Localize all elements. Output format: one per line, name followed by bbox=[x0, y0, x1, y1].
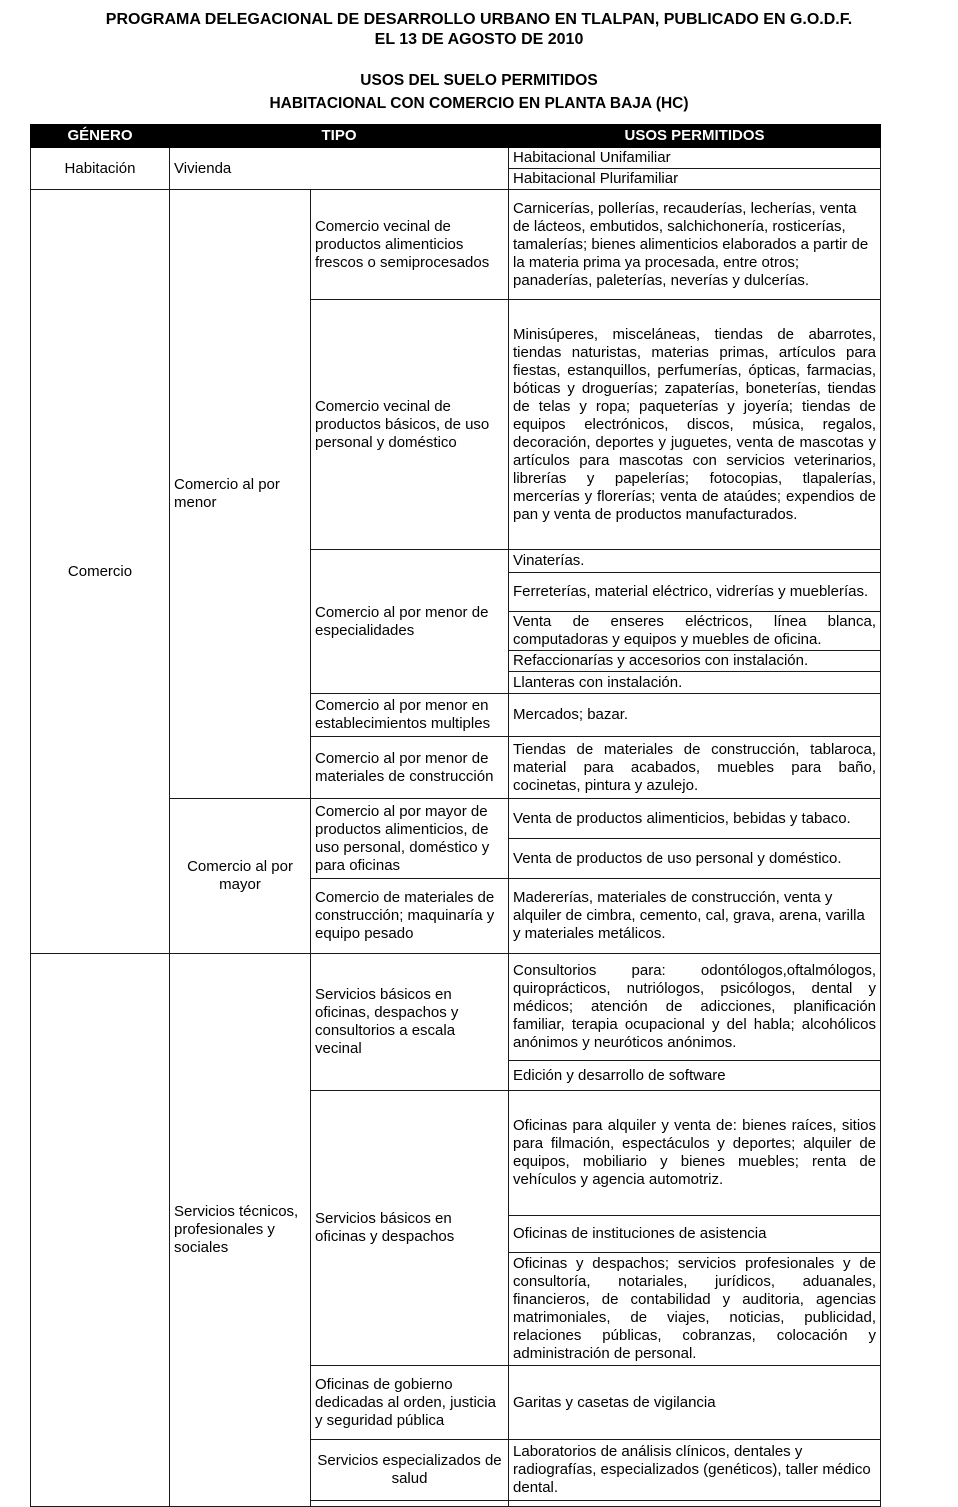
table-row bbox=[31, 954, 881, 1061]
table-header-row bbox=[31, 125, 881, 148]
cell-uso-refaccionarias: Refaccionarías y accesorios con instalación. bbox=[509, 651, 881, 672]
cell-genero-servicios bbox=[31, 954, 170, 1507]
cell-uso-edicion-software: Edición y desarrollo de software bbox=[509, 1061, 881, 1091]
cell-uso-ferreterias: Ferreterías, material eléctrico, vidrerías y mueblerías. bbox=[509, 573, 881, 612]
document-title-line1: PROGRAMA DELEGACIONAL DE DESARROLLO URBANO EN TLALPAN, PUBLICADO EN G.O.D.F. bbox=[105, 11, 853, 28]
cell-uso-venta-alimenticios-bebidas: Venta de productos alimenticios, bebidas y tabaco. bbox=[509, 799, 881, 839]
cell-uso-partial bbox=[509, 1501, 881, 1507]
table-row bbox=[31, 190, 881, 300]
cell-uso-habitacional-plurifamiliar: Habitacional Plurifamiliar bbox=[509, 169, 881, 190]
cell-uso-oficinas-despachos: Oficinas y despachos; servicios profesionales y de consultoría, notariales, jurídicos, aduanales, financieros, de contabilidad y auditoria, agencias matrimoniales, de viajes, noticias, publicidad, relaciones públicas, cobranzas, colocación y administración de personal. bbox=[509, 1253, 881, 1366]
cell-uso-consultorios: Consultorios para: odontólogos,oftalmólogos, quiroprácticos, nutriólogos, psicólogos, dental y médicos; atención de adicciones, planificación familiar, terapia ocupacional y del habla; alcohólicos anónimos y neuróticos anónimos. bbox=[509, 954, 881, 1061]
cell-tipo-servicios-basicos-oficinas: Servicios básicos en oficinas y despachos bbox=[311, 1091, 509, 1366]
cell-tipo-comercio-menor-materiales: Comercio al por menor de materiales de construcción bbox=[311, 737, 509, 799]
document-title bbox=[20, 10, 938, 50]
column-header-genero: GÉNERO bbox=[31, 125, 170, 148]
cell-tipo-vivienda: Vivienda bbox=[170, 148, 509, 190]
column-header-tipo: TIPO bbox=[170, 125, 509, 148]
cell-uso-garitas: Garitas y casetas de vigilancia bbox=[509, 1366, 881, 1440]
cell-tipo-comercio-al-por-menor: Comercio al por menor bbox=[170, 190, 311, 799]
column-header-usos-permitidos: USOS PERMITIDOS bbox=[509, 125, 881, 148]
cell-tipo-comercio-mayor-alimenticios: Comercio al por mayor de productos alimenticios, de uso personal, doméstico y para oficinas bbox=[311, 799, 509, 879]
cell-uso-minisuperes: Minisúperes, misceláneas, tiendas de abarrotes, tiendas naturistas, materias primas, artículos para fiestas, estanquillos, perfumerías, ópticas, farmacias, bóticas y droguerías; zapaterías, boneterías, tiendas de telas y ropa; paqueterías y joyería; tiendas de equipos electrónicos, discos, música, regalos, decoración, deportes y juguetes, venta de mascotas y artículos para mascotas con servicios veterinarios, librerías y papelerías; fotocopias, tlapalerías, mercerías y florerías; venta de ataúdes; expendios de pan y venta de productos manufacturados. bbox=[509, 300, 881, 550]
cell-tipo-servicios-tecnicos: Servicios técnicos, profesionales y sociales bbox=[170, 954, 311, 1507]
cell-uso-tiendas-materiales: Tiendas de materiales de construcción, tablaroca, material para acabados, muebles para baño, cocinetas, pintura y azulejo. bbox=[509, 737, 881, 799]
cell-genero-comercio: Comercio bbox=[31, 190, 170, 954]
cell-tipo-materiales-maquinaria: Comercio de materiales de construcción; maquinaría y equipo pesado bbox=[311, 879, 509, 954]
cell-uso-enseres-electricos: Venta de enseres eléctricos, línea blanca, computadoras y equipos y muebles de oficina. bbox=[509, 612, 881, 651]
cell-uso-instituciones-asistencia: Oficinas de instituciones de asistencia bbox=[509, 1216, 881, 1253]
cell-uso-llanteras: Llanteras con instalación. bbox=[509, 672, 881, 694]
document-subtitles bbox=[0, 71, 958, 113]
cell-tipo-servicios-salud: Servicios especializados de salud bbox=[311, 1440, 509, 1501]
cell-tipo-comercio-al-por-mayor: Comercio al por mayor bbox=[170, 799, 311, 954]
cell-uso-mercados-bazar: Mercados; bazar. bbox=[509, 694, 881, 737]
cell-tipo-partial bbox=[311, 1501, 509, 1507]
subtitle-usos-permitidos: USOS DEL SUELO PERMITIDOS bbox=[360, 72, 598, 89]
cell-uso-venta-uso-personal: Venta de productos de uso personal y doméstico. bbox=[509, 839, 881, 879]
table-row bbox=[31, 148, 881, 169]
cell-uso-laboratorios: Laboratorios de análisis clínicos, dentales y radiografías, especializados (genéticos), taller médico dental. bbox=[509, 1440, 881, 1501]
cell-genero-habitacion: Habitación bbox=[31, 148, 170, 190]
cell-uso-carnicerias: Carnicerías, pollerías, recauderías, lecherías, venta de lácteos, embutidos, salchichonería, rosticerías, tamalerías; bienes alimenticios elaborados a partir de la materia prima ya procesada, entre otros; panaderías, paleterías, neverías y dulcerías. bbox=[509, 190, 881, 300]
document-title-line2: EL 13 DE AGOSTO DE 2010 bbox=[374, 31, 584, 48]
cell-tipo-oficinas-gobierno: Oficinas de gobierno dedicadas al orden, justicia y seguridad pública bbox=[311, 1366, 509, 1440]
cell-tipo-comercio-vecinal-alimenticios: Comercio vecinal de productos alimenticios frescos o semiprocesados bbox=[311, 190, 509, 300]
cell-tipo-comercio-vecinal-basicos: Comercio vecinal de productos básicos, de uso personal y doméstico bbox=[311, 300, 509, 550]
land-use-table bbox=[30, 124, 881, 1507]
cell-uso-oficinas-alquiler: Oficinas para alquiler y venta de: bienes raíces, sitios para filmación, espectáculos y deportes; alquiler de equipos, mobiliario y bienes muebles; renta de vehículos y agencia automotriz. bbox=[509, 1091, 881, 1216]
cell-tipo-comercio-menor-especialidades: Comercio al por menor de especialidades bbox=[311, 550, 509, 694]
cell-tipo-establecimientos-multiples: Comercio al por menor en establecimientos multiples bbox=[311, 694, 509, 737]
cell-uso-habitacional-unifamiliar: Habitacional Unifamiliar bbox=[509, 148, 881, 169]
cell-tipo-servicios-basicos-vecinal: Servicios básicos en oficinas, despachos y consultorios a escala vecinal bbox=[311, 954, 509, 1091]
cell-uso-madererias: Madererías, materiales de construcción, venta y alquiler de cimbra, cemento, cal, grava, arena, varilla y materiales metálicos. bbox=[509, 879, 881, 954]
cell-uso-vinaterias: Vinaterías. bbox=[509, 550, 881, 573]
subtitle-habitacional-hc: HABITACIONAL CON COMERCIO EN PLANTA BAJA (HC) bbox=[269, 95, 689, 112]
